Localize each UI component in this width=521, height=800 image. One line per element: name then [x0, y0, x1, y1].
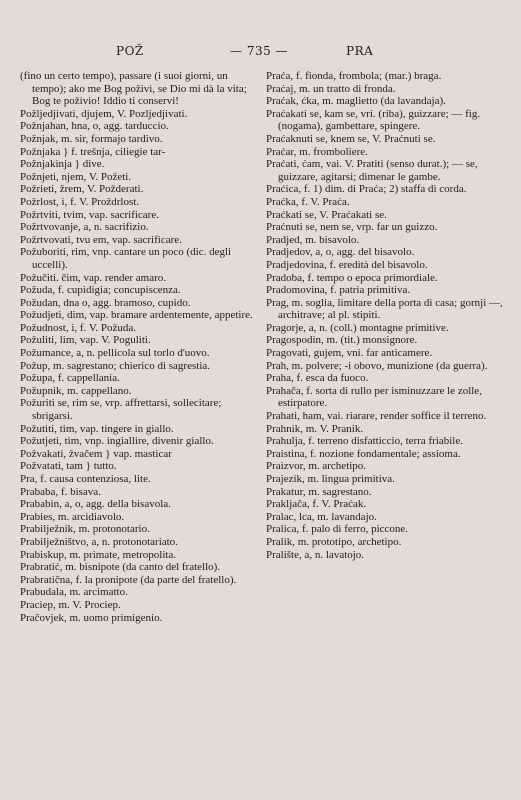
dictionary-entry: Praćakati se, kam se, vri. (riba), guizzare; — fig. (nogama), gambettare, spingere. [266, 107, 481, 133]
dictionary-entry: Požudjeti, dim, vap. bramare ardentemente, appetire. [20, 309, 253, 322]
dictionary-entry: Prabilježnik, m. protonotario. [20, 523, 150, 536]
dictionary-entry: Praćaknuti se, knem se, V. Praćnuti se. [266, 132, 436, 145]
dictionary-entry: Požnjahan, hna, o, agg. tarduccio. [20, 120, 169, 133]
dictionary-entry: Praciep, m. V. Prociep. [20, 598, 121, 611]
dictionary-entry: Prajezik, m. lingua primitiva. [266, 473, 395, 485]
dictionary-entry: Praizvor, m. archetipo. [266, 460, 367, 473]
dictionary-entry: Praistina, f. nozione fondamentale; assioma. [266, 447, 461, 460]
dictionary-entry: Pragorje, a, n. (coll.) montagne primitive. [266, 321, 449, 334]
running-head-right: PRA [346, 44, 374, 58]
dictionary-entry: Požvatati, tam } tutto. [20, 460, 117, 473]
dictionary-entry: Požnjak, m. sir, formajo tardivo. [20, 132, 163, 145]
dictionary-entry: Požupa, f. cappellania. [20, 372, 120, 385]
dictionary-entry: Požučiti. čim, vap. render amaro. [20, 271, 167, 284]
left-column [20, 70, 254, 624]
dictionary-entry: Požuboriti, rim, vnp. cantare un poco (dic. degli uccelli). [20, 246, 232, 271]
dictionary-entry: Praćaj, m. un tratto di fronda. [266, 82, 396, 95]
dictionary-entry: Prahati, ham, vai. riarare, render soffice il terreno. [266, 410, 487, 423]
dictionary-entry: Prakatur, m. sagrestano. [266, 485, 372, 498]
dictionary-entry: Požumance, a, n. pellicola sul torlo d'uovo. [20, 347, 210, 360]
dictionary-entry: Pračovjek, m. uomo primigenio. [20, 611, 163, 624]
dictionary-entry: Pra, f. causa contenziosa, lite. [20, 473, 151, 485]
dictionary-entry: Prabratić, m. bisnipote (da canto del fratello). [20, 561, 221, 574]
dictionary-entry: Prabiskup, m. primate, metropolita. [20, 548, 177, 561]
dictionary-entry: Pradomovina, f. patria primitiva. [266, 284, 411, 297]
dictionary-entry: Pragovati, gujem, vni. far anticamere. [266, 347, 433, 360]
dictionary-entry: Pralik, m. prototipo, archetipo. [266, 535, 402, 548]
dictionary-entry: Požljedjivati, djujem, V. Pozljedjivati. [20, 107, 188, 120]
dictionary-entry: Praćati, ćam, vai. V. Pratiti (senso durat.); — se, guizzare, agitarsi; dimenar le gambe. [266, 158, 478, 183]
dictionary-entry: Požuda, f. cupidigia; concupiscenza. [20, 284, 181, 297]
dictionary-entry: Pradoba, f. tempo o epoca primordiale. [266, 271, 438, 284]
dictionary-entry: Požnjaka } f. trešnja, ciliegie tar- [20, 145, 166, 158]
dictionary-entry: Požvakati, žvačem } vap. masticar [20, 447, 172, 460]
dictionary-entry: Prababa, f. bisava. [20, 485, 101, 498]
right-column [266, 70, 506, 561]
page-number: — 735 — [230, 44, 289, 58]
dictionary-entry: Požrlost, i, f. V. Proždrlost. [20, 195, 140, 208]
dictionary-entry: Prabies, m. arcidiavolo. [20, 510, 125, 523]
dictionary-entry: Požup, m. sagrestano; chierico di sagrestia. [20, 359, 211, 372]
dictionary-entry: Požnjakinja } dive. [20, 158, 105, 171]
dictionary-entry: Požutjeti, tim, vnp. ingiallire, divenir giallo. [20, 435, 214, 448]
dictionary-entry: Prahnik, m. V. Pranik. [266, 422, 364, 435]
dictionary-entry: Požrtvovati, tvu em, vap. sacrificare. [20, 233, 182, 246]
dictionary-entry: Prag, m. soglia, limitare della porta di casa; gornji —, architrave; al pl. stipiti. [266, 296, 503, 322]
dictionary-entry: Požupnik, m. cappellano. [20, 384, 132, 397]
dictionary-entry: Požuriti se, rim se, vrp. affrettarsi, sollecitare; sbrigarsi. [20, 397, 222, 423]
dictionary-entry: Praćar, m. fromboliere. [266, 145, 368, 158]
dictionary-entry: Požrtviti, tvim, vap. sacrificare. [20, 208, 159, 221]
running-head-left: POŽ [116, 44, 144, 58]
dictionary-entry: Praćkati se, V. Praćakati se. [266, 208, 387, 221]
dictionary-entry: Požudan, dna o, agg. bramoso, cupido. [20, 296, 191, 309]
dictionary-entry: Pralište, a, n. lavatojo. [266, 548, 365, 561]
dictionary-entry: Praćnuti se, nem se, vrp. far un guizzo. [266, 221, 438, 234]
dictionary-entry: Požrtvovanje, a, n. sacrifizio. [20, 221, 149, 234]
dictionary-entry: Prabratična, f. la pronipote (da parte del fratello). [20, 573, 237, 586]
dictionary-entry: Praćak, ćka, m. maglietto (da lavandaja). [266, 95, 446, 108]
dictionary-entry: Požudnost, i, f. V. Požuda. [20, 321, 137, 334]
dictionary-entry: Prah, m. polvere; -i obovo, munizione (da guerra). [266, 359, 488, 372]
dictionary-entry: Pradjed, m. bisavolo. [266, 233, 360, 246]
dictionary-entry: Prahača, f. sorta di rullo per isminuzzare le zolle, estirpatore. [266, 384, 482, 410]
dictionary-entry: (fino un certo tempo), passare (i suoi giorni, un tempo); ako me Bog poživi, se Dio mi dà la vita; Bog te poživio! Iddio ti conservi! [20, 70, 247, 108]
dictionary-entry: Prabudala, m. arcimatto. [20, 586, 128, 599]
dictionary-entry: Pradjedov, a, o, agg. del bisavolo. [266, 246, 415, 259]
dictionary-entry: Prahulja, f. terreno disfatticcio, terra friabile. [266, 435, 463, 448]
dictionary-entry: Požrieti, žrem, V. Požderati. [20, 183, 144, 196]
dictionary-entry: Pralac, lca, m. lavandajo. [266, 510, 377, 523]
dictionary-entry: Praha, f. esca da fuoco. [266, 372, 369, 385]
dictionary-entry: Pradjedovina, f. eredità del bisavolo. [266, 258, 428, 271]
dictionary-entry: Praćka, f. V. Praća. [266, 195, 350, 208]
dictionary-entry: Praća, f. fionda, frombola; (mar.) braga. [266, 70, 442, 82]
dictionary-entry: Požnjeti, njem, V. Požeti. [20, 170, 132, 183]
dictionary-entry: Praćica, f. 1) dim. di Praća; 2) staffa di corda. [266, 183, 467, 196]
dictionary-entry: Požuliti, lim, vap. V. Poguliti. [20, 334, 151, 347]
dictionary-entry: Pralica, f. palo di ferro, piccone. [266, 523, 409, 536]
dictionary-entry: Prababin, a, o, agg. della bisavola. [20, 498, 171, 511]
dictionary-entry: Požutiti, tim, vap. tingere in giallo. [20, 422, 174, 435]
dictionary-entry: Pragospodin, m. (tit.) monsignore. [266, 334, 418, 347]
dictionary-entry: Prakljača, f. V. Praćak. [266, 498, 367, 511]
dictionary-entry: Prabilježništvo, a, n. protonotariato. [20, 535, 178, 548]
